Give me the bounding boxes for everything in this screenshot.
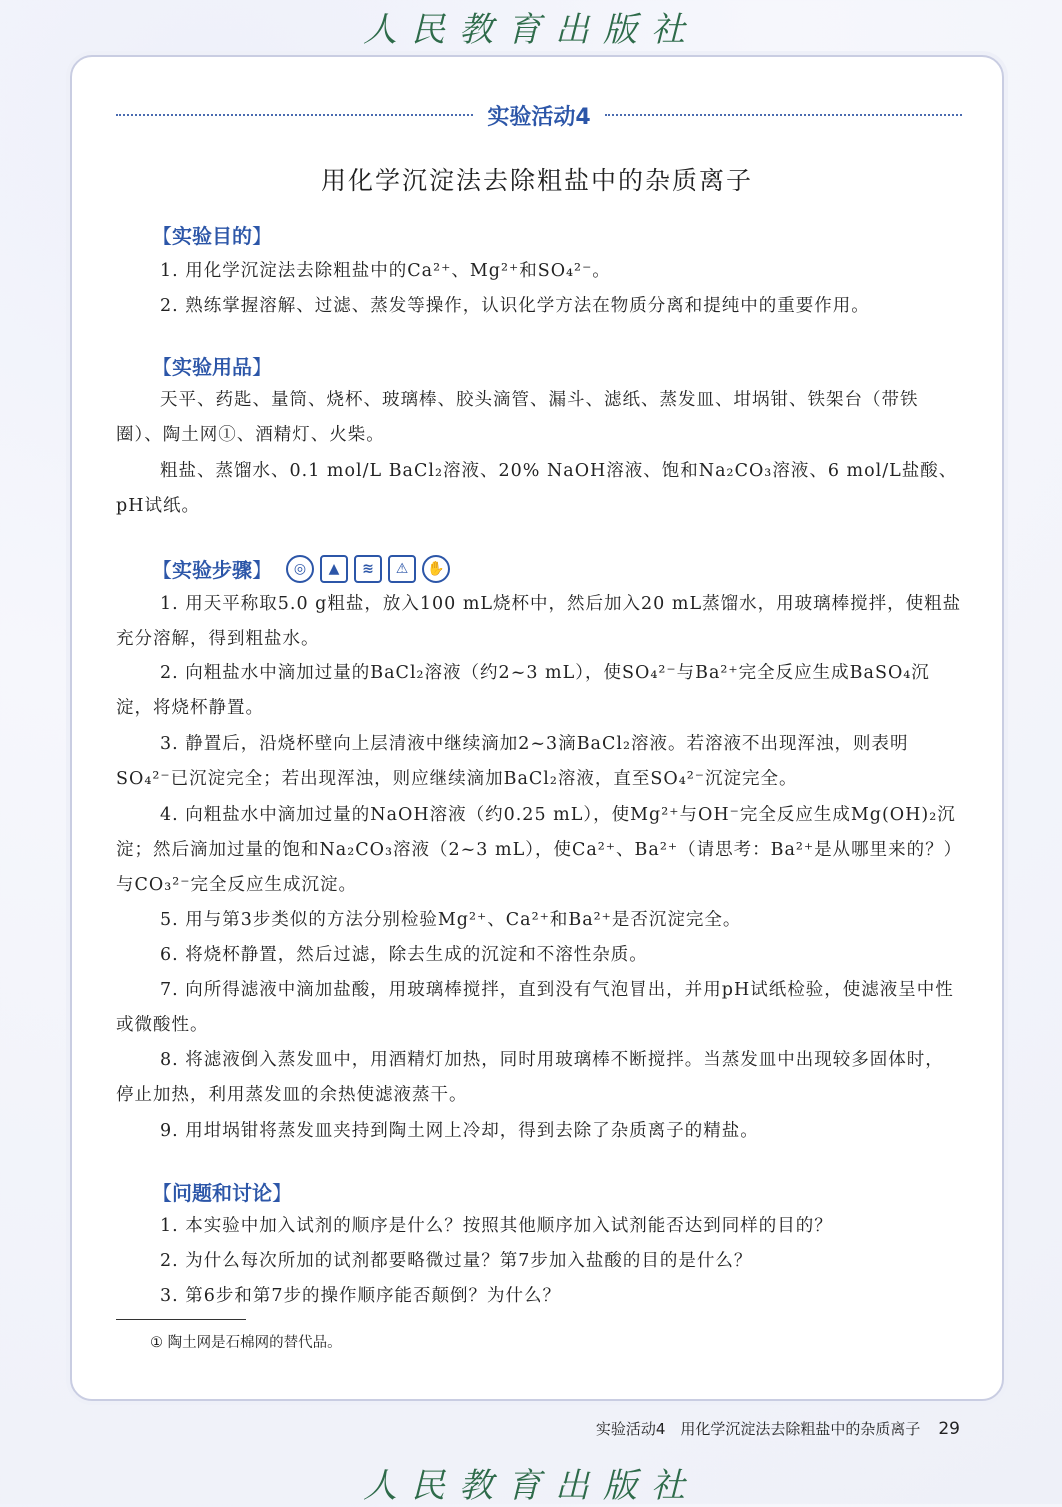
page-card — [70, 55, 1004, 1401]
wash-hands-icon: ✋ — [422, 555, 450, 583]
step-item-4: 4. 向粗盐水中滴加过量的NaOH溶液（约0.25 mL），使Mg²⁺与OH⁻完全反应生成Mg(OH)₂沉淀；然后滴加过量的饱和Na₂CO₃溶液（2~3 mL），使Ca²⁺、Ba²⁺（请思考：Ba²⁺是从哪里来的？）与CO₃²⁻完全反应生成沉淀。 — [116, 805, 956, 895]
steps-heading-text: 实验步骤 — [172, 558, 252, 582]
dotted-rule-right — [605, 114, 962, 116]
discussion-heading-text: 问题和讨论 — [172, 1181, 272, 1205]
step-item-6: 6. 将烧杯静置，然后过滤，除去生成的沉淀和不溶性杂质。 — [160, 945, 648, 965]
materials-reagents: 粗盐、蒸馏水、0.1 mol/L BaCl₂溶液、20% NaOH溶液、饱和Na₂CO₃溶液、6 mol/L盐酸、pH试纸。 — [116, 461, 958, 516]
step-item-1: 1. 用天平称取5.0 g粗盐，放入100 mL烧杯中，然后加入20 mL蒸馏水，用玻璃棒搅拌，使粗盐充分溶解，得到粗盐水。 — [116, 594, 962, 649]
page-title: 用化学沉淀法去除粗盐中的杂质离子 — [320, 166, 753, 195]
dotted-rule-left — [116, 114, 473, 116]
discussion-item-1: 1. 本实验中加入试剂的顺序是什么？按照其他顺序加入试剂能否达到同样的目的？ — [160, 1216, 833, 1236]
discussion-item-2: 2. 为什么每次所加的试剂都要略微过量？第7步加入盐酸的目的是什么？ — [160, 1251, 753, 1271]
section-heading-purpose: 【 实验目的 】 — [152, 220, 272, 249]
purpose-heading-text: 实验目的 — [172, 224, 252, 248]
purpose-item-1: 1. 用化学沉淀法去除粗盐中的Ca²⁺、Mg²⁺和SO₄²⁻。 — [160, 261, 611, 281]
activity-label: 实验活动4 — [487, 104, 591, 130]
activity-header — [116, 99, 962, 131]
page-footer — [0, 1418, 960, 1439]
corrosive-icon: ⚠ — [388, 555, 416, 583]
goggles-icon: ◎ — [286, 555, 314, 583]
publisher-logo-top: 人民教育出版社 — [363, 10, 699, 50]
page-number: 29 — [938, 1419, 960, 1439]
heat-icon: ≋ — [354, 555, 382, 583]
publisher-logo-bottom: 人民教育出版社 — [363, 1466, 699, 1506]
discussion-item-3: 3. 第6步和第7步的操作顺序能否颠倒？为什么？ — [160, 1286, 562, 1306]
step-item-7: 7. 向所得滤液中滴加盐酸，用玻璃棒搅拌，直到没有气泡冒出，并用pH试纸检验，使滤液呈中性或微酸性。 — [116, 980, 954, 1035]
section-heading-materials: 【 实验用品 】 — [152, 351, 272, 380]
purpose-item-2: 2. 熟练掌握溶解、过滤、蒸发等操作，认识化学方法在物质分离和提纯中的重要作用。 — [160, 296, 870, 316]
step-item-5: 5. 用与第3步类似的方法分别检验Mg²⁺、Ca²⁺和Ba²⁺是否沉淀完全。 — [160, 910, 742, 930]
materials-heading-text: 实验用品 — [172, 355, 252, 379]
step-item-3: 3. 静置后，沿烧杯壁向上层清液中继续滴加2~3滴BaCl₂溶液。若溶液不出现浑浊，则表明SO₄²⁻已沉淀完全；若出现浑浊，则应继续滴加BaCl₂溶液，直至SO₄²⁻沉淀完全。 — [116, 734, 909, 789]
flame-icon: ▲ — [320, 555, 348, 583]
step-item-9: 9. 用坩埚钳将蒸发皿夹持到陶土网上冷却，得到去除了杂质离子的精盐。 — [160, 1121, 759, 1141]
footnote-rule — [116, 1319, 246, 1320]
safety-icons — [286, 555, 450, 583]
section-heading-steps: 【 实验步骤 】 ◎ ▲ ≋ ⚠ ✋ — [152, 554, 450, 583]
section-heading-discussion: 【 问题和讨论 】 — [152, 1177, 292, 1206]
step-item-2: 2. 向粗盐水中滴加过量的BaCl₂溶液（约2~3 mL），使SO₄²⁻与Ba²⁺完全反应生成BaSO₄沉淀，将烧杯静置。 — [116, 663, 930, 718]
footnote: ① 陶土网是石棉网的替代品。 — [150, 1335, 342, 1351]
running-title: 实验活动4 用化学沉淀法去除粗盐中的杂质离子 — [595, 1420, 921, 1438]
step-item-8: 8. 将滤液倒入蒸发皿中，用酒精灯加热，同时用玻璃棒不断搅拌。当蒸发皿中出现较多固体时，停止加热，利用蒸发皿的余热使滤液蒸干。 — [116, 1050, 944, 1105]
materials-equipment: 天平、药匙、量筒、烧杯、玻璃棒、胶头滴管、漏斗、滤纸、蒸发皿、坩埚钳、铁架台（带铁圈）、陶土网①、酒精灯、火柴。 — [116, 390, 919, 445]
